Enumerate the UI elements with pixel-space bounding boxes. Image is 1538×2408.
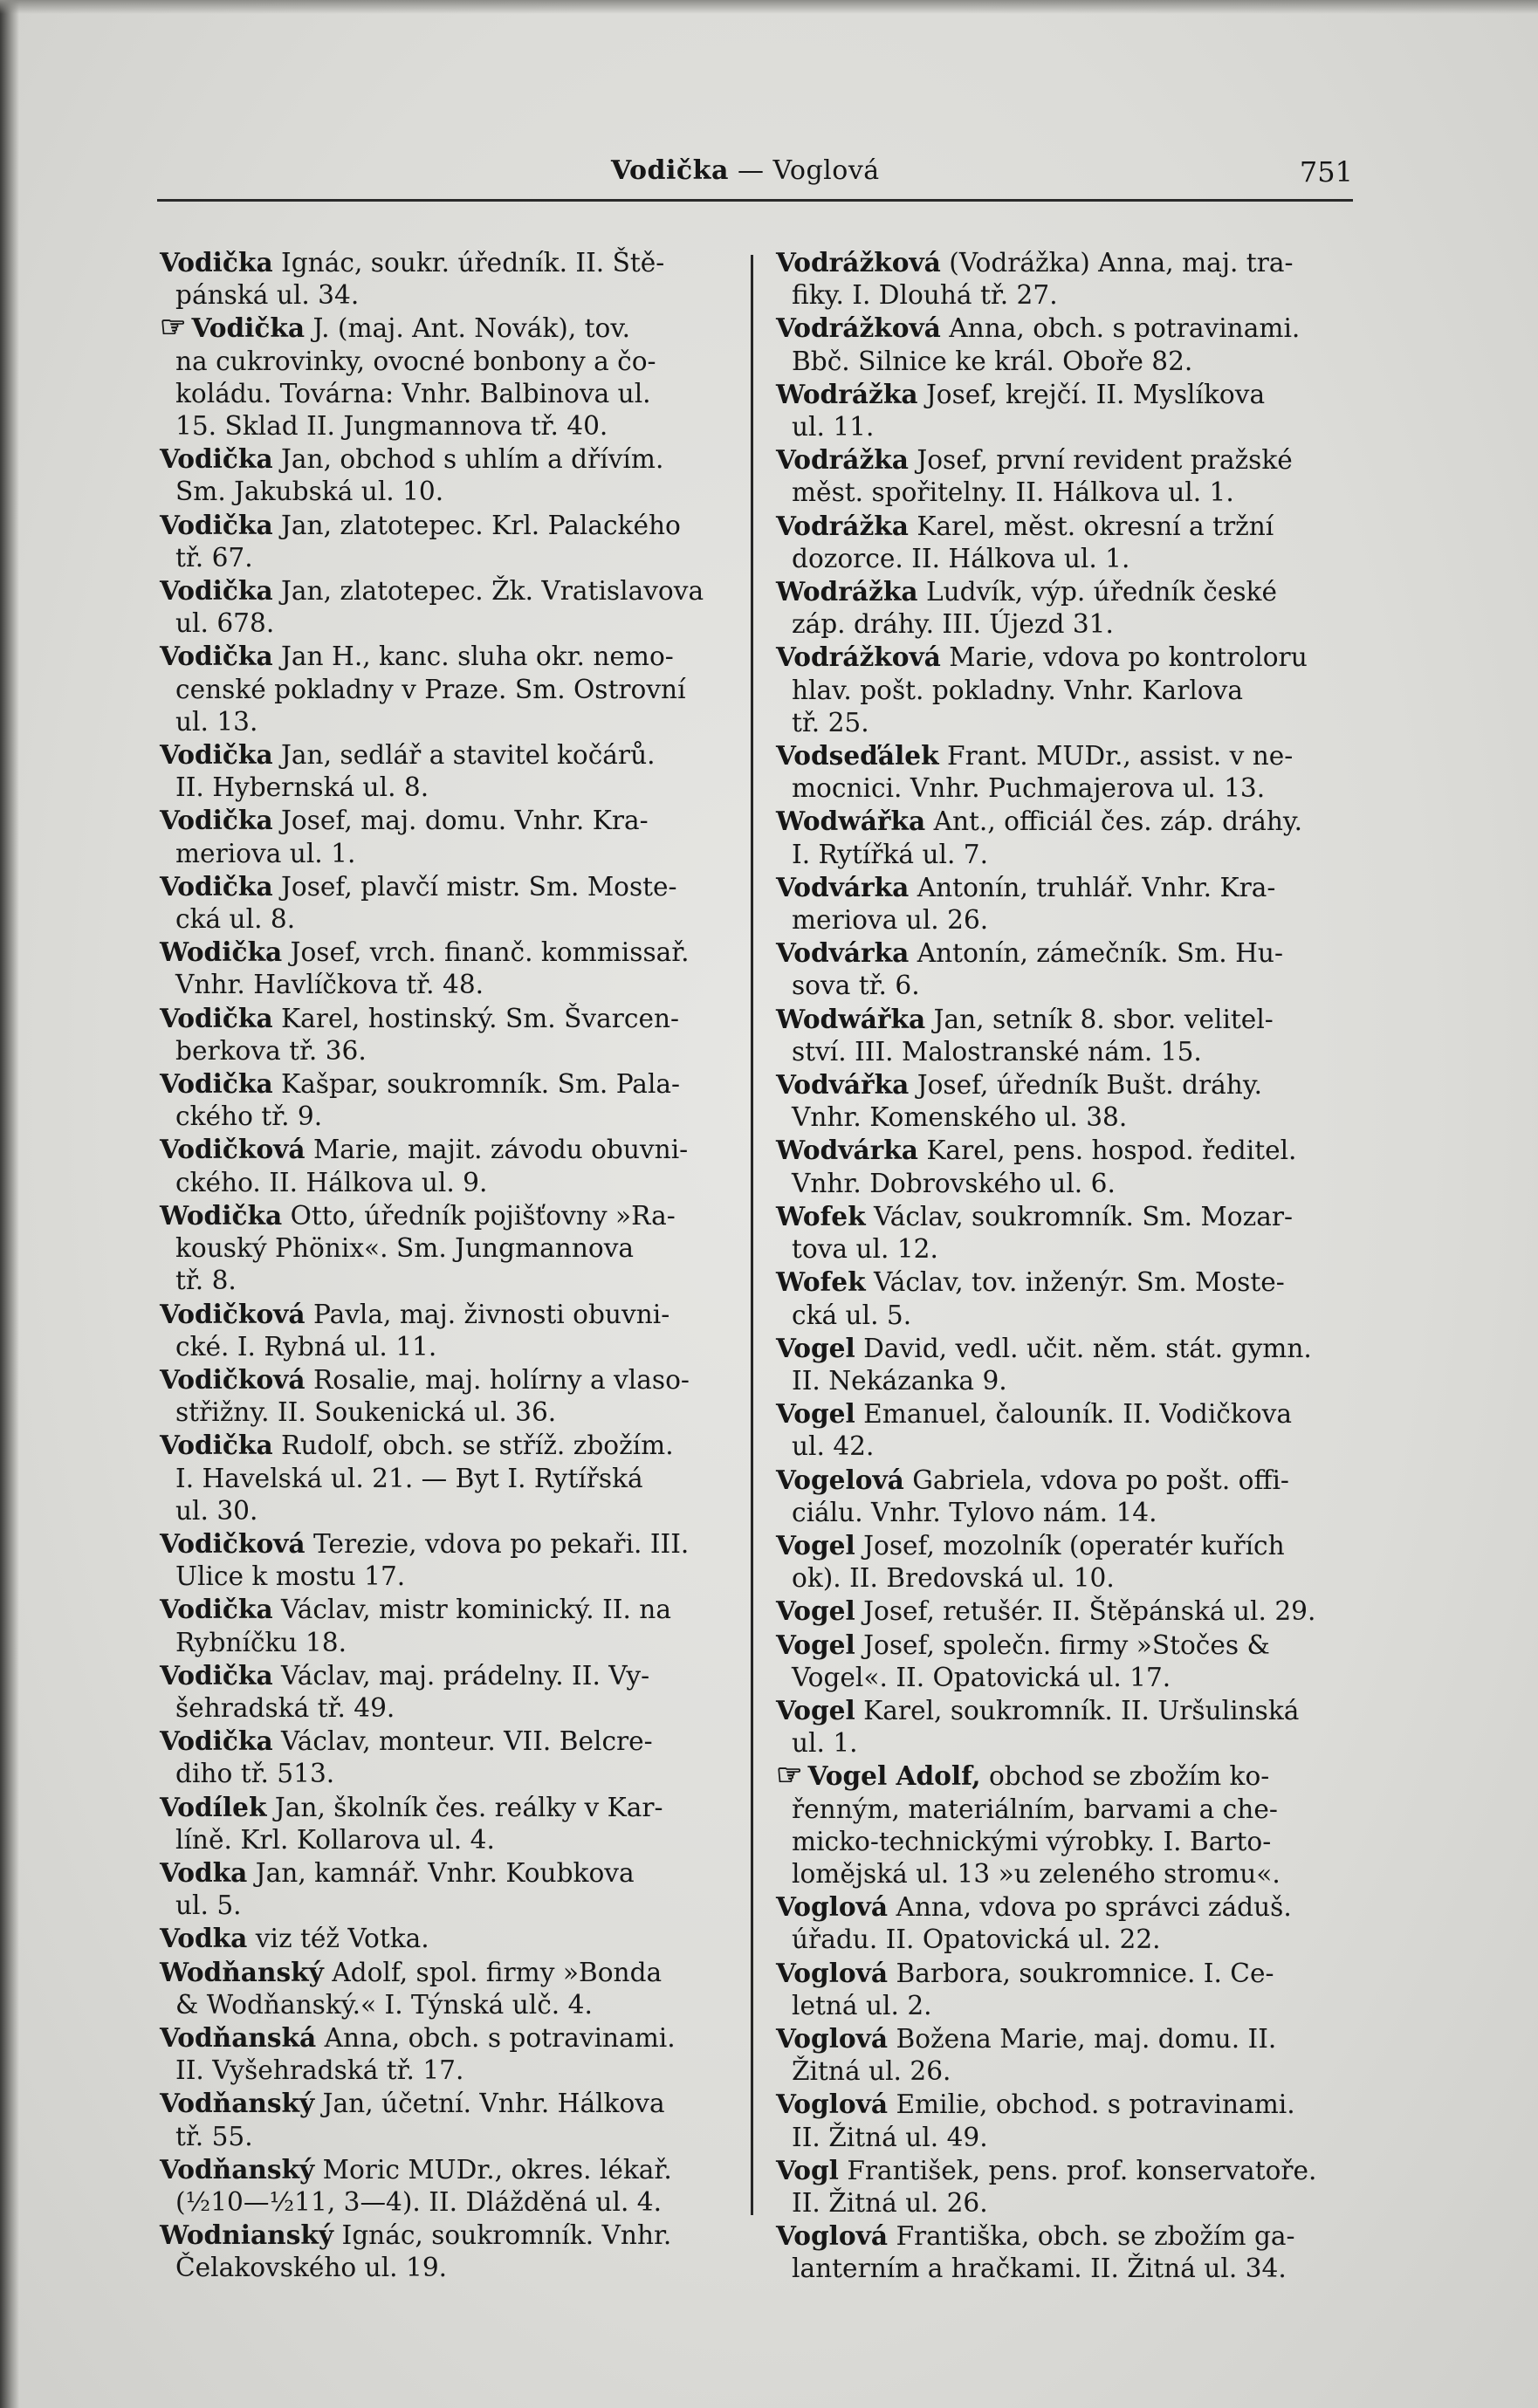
entry-line: tř. 67. — [175, 542, 253, 573]
directory-entry — [160, 1725, 736, 1790]
entry-surname: Wodrážka — [776, 576, 918, 607]
entry-line: Rosalie, maj. holírny a vlaso- — [312, 1364, 690, 1395]
entry-line: Ignác, soukr. úředník. II. Ště- — [281, 248, 665, 278]
directory-entry — [160, 640, 736, 738]
entry-line: měst. spořitelny. II. Hálkova ul. 1. — [792, 477, 1234, 508]
entry-surname: Vodička — [160, 1068, 273, 1100]
entry-line: na cukrovinky, ovocné bonbony a čo- — [175, 346, 656, 376]
directory-entry — [776, 1068, 1352, 1134]
entry-line: šehradská tř. 49. — [175, 1692, 395, 1723]
entry-surname: Voglová — [776, 2022, 889, 2054]
entry-line: ok). II. Bredovská ul. 10. — [792, 1563, 1115, 1594]
directory-entry — [160, 870, 736, 936]
entry-line: ul. 30. — [175, 1495, 258, 1526]
entry-surname: Vodička — [160, 805, 273, 836]
entry-line: Jan, školník čes. reálky v Kar- — [274, 1792, 663, 1822]
entry-line: Marie, majit. závodu obuvni- — [312, 1135, 689, 1165]
directory-entry — [776, 2219, 1352, 2285]
entry-line: & Wodňanský.« I. Týnská ulč. 4. — [175, 1989, 593, 2020]
entry-line: ul. 42. — [792, 1431, 875, 1462]
directory-entry — [776, 641, 1352, 739]
entry-surname: Vogel — [776, 1595, 855, 1627]
directory-entry — [776, 1200, 1352, 1266]
directory-entry — [160, 1363, 736, 1429]
directory-entry — [160, 1133, 736, 1198]
entry-line: Frant. MUDr., assist. v ne- — [947, 741, 1294, 772]
directory-entry — [776, 2022, 1352, 2088]
entry-surname: Vodka — [160, 1923, 248, 1954]
entry-surname: Vodka — [160, 1856, 248, 1888]
directory-entry — [160, 1199, 736, 1298]
column-divider — [751, 255, 753, 2215]
entry-surname: Vodrážka — [776, 510, 909, 541]
entry-line: Bbč. Silnice ke král. Oboře 82. — [792, 346, 1193, 376]
entry-line: ul. 1. — [792, 1728, 858, 1759]
directory-entry — [776, 1332, 1352, 1397]
entry-line: sova tř. 6. — [792, 971, 920, 1001]
directory-entry — [776, 1134, 1352, 1199]
directory-entry — [160, 246, 736, 312]
entry-surname: Vodička — [160, 1659, 273, 1691]
entry-surname: Vodrážka — [776, 444, 909, 476]
entry-surname: Vodseďálek — [776, 740, 939, 772]
entry-surname: Wodička — [160, 1199, 283, 1231]
entry-surname: Vodička — [160, 739, 273, 771]
entry-line: Karel, pens. hospod. ředitel. — [926, 1135, 1297, 1166]
entry-line: meriova ul. 1. — [175, 838, 356, 868]
entry-line: Jan, účetní. Vnhr. Hálkova — [322, 2089, 665, 2119]
entry-line: censké pokladny v Praze. Sm. Ostrovní — [175, 674, 686, 704]
directory-entry — [776, 1890, 1352, 1956]
entry-line: Ulice k mostu 17. — [175, 1561, 406, 1592]
entry-surname: Vodička — [160, 870, 273, 902]
entry-line: viz též Votka. — [255, 1924, 429, 1954]
page-edge-shadow — [0, 0, 19, 2408]
entry-line: meriova ul. 26. — [792, 905, 989, 936]
entry-line: diho tř. 513. — [175, 1759, 335, 1789]
entry-surname: Vogel — [776, 1694, 855, 1725]
entry-line: kouský Phönix«. Sm. Jungmannova — [175, 1233, 635, 1264]
entry-surname: Vodička — [160, 1430, 273, 1461]
directory-entry — [160, 1791, 736, 1856]
entry-line: Emanuel, čalouník. II. Vodičkova — [863, 1399, 1292, 1430]
entry-surname: Wodička — [160, 936, 283, 968]
entry-line: řenným, materiálním, barvami a che- — [792, 1794, 1278, 1824]
directory-entry — [776, 871, 1352, 936]
entry-line: záp. dráhy. III. Újezd 31. — [792, 609, 1114, 640]
entry-surname: Wodnianský — [160, 2219, 334, 2251]
directory-entry — [160, 574, 736, 640]
entry-line: ul. 678. — [175, 608, 275, 639]
entry-line: Václav, monteur. VII. Belcre- — [281, 1726, 653, 1757]
entry-surname: Vodičková — [160, 1298, 306, 1329]
entry-line: Karel, hostinský. Sm. Švarcen- — [281, 1003, 680, 1033]
entry-line: Jan, kamnář. Vnhr. Koubkova — [255, 1857, 635, 1888]
directory-entry — [160, 2021, 736, 2087]
entry-line: hlav. pošt. pokladny. Vnhr. Karlova — [792, 675, 1243, 705]
entry-line: mocnici. Vnhr. Puchmajerova ul. 13. — [792, 773, 1266, 804]
directory-entry — [776, 1595, 1352, 1628]
entry-surname: Wofek — [776, 1266, 866, 1298]
entry-line: Václav, mistr kominický. II. na — [281, 1595, 672, 1625]
header-rule — [157, 199, 1353, 202]
title-start: Vodička — [611, 155, 729, 186]
entry-line: ckého tř. 9. — [175, 1101, 323, 1132]
entry-line: Otto, úředník pojišťovny »Ra- — [290, 1200, 676, 1231]
directory-entry — [776, 936, 1352, 1002]
entry-line: I. Havelská ul. 21. — Byt I. Rytířská — [175, 1463, 643, 1493]
entry-line: Žitná ul. 26. — [792, 2056, 951, 2087]
entry-line: Ant., officiál čes. záp. dráhy. — [933, 806, 1303, 837]
entry-line: Ludvík, výp. úředník české — [925, 577, 1277, 607]
directory-entry — [776, 805, 1352, 870]
entry-surname: Vodička — [160, 641, 273, 672]
entry-line: fiky. I. Dlouhá tř. 27. — [792, 280, 1058, 311]
entry-surname: Vodička — [160, 509, 273, 540]
entry-line: Pavla, maj. živnosti obuvni- — [312, 1299, 670, 1329]
entry-surname: Wodwářka — [776, 1003, 926, 1034]
entry-line: Karel, soukromník. II. Uršulinská — [863, 1695, 1300, 1725]
entry-surname: Vodička — [191, 312, 306, 344]
entry-line: Jan, obchod s uhlím a dřívím. — [281, 444, 664, 475]
entry-line: David, vedl. učit. něm. stát. gymn. — [863, 1333, 1312, 1363]
directory-entry — [776, 2154, 1352, 2219]
entry-line: Josef, retušér. II. Štěpánská ul. 29. — [863, 1596, 1316, 1627]
entry-surname: Vodvářka — [776, 1069, 910, 1101]
entry-line: líně. Krl. Kollarova ul. 4. — [175, 1824, 495, 1855]
directory-entry — [160, 1922, 736, 1955]
entry-surname: Vodrážková — [776, 641, 941, 673]
entry-surname: Vodičková — [160, 1527, 306, 1559]
entry-surname: Voglová — [776, 1891, 889, 1923]
directory-entry — [776, 1629, 1352, 1694]
entry-surname: Vodička — [160, 575, 273, 607]
entry-line: František, pens. prof. konservatoře. — [847, 2155, 1317, 2185]
entry-line: 15. Sklad II. Jungmannova tř. 40. — [175, 411, 608, 442]
entry-line: (Vodrážka) Anna, maj. tra- — [949, 248, 1294, 278]
entry-line: cké. I. Rybná ul. 11. — [175, 1331, 437, 1362]
entry-line: Vnhr. Komenského ul. 38. — [792, 1102, 1128, 1133]
entry-surname: Vodičková — [160, 1134, 306, 1165]
entry-line: ul. 13. — [175, 706, 258, 737]
entry-surname: Wodwářka — [776, 806, 926, 837]
entry-line: letná ul. 2. — [792, 1990, 932, 2020]
entry-line: ciálu. Vnhr. Tylovo nám. 14. — [792, 1497, 1157, 1527]
entry-line: koládu. Továrna: Vnhr. Balbinova ul. — [175, 378, 651, 408]
directory-entry — [160, 1956, 736, 2021]
entry-line: Čelakovského ul. 19. — [175, 2253, 448, 2283]
entry-line: Antonín, zámečník. Sm. Hu- — [917, 938, 1283, 969]
entry-line: dozorce. II. Hálkova ul. 1. — [792, 543, 1130, 573]
directory-entry — [160, 738, 736, 804]
entry-line: Ignác, soukromník. Vnhr. — [341, 2220, 672, 2251]
entry-line: Josef, mozolník (operatér kuřích — [863, 1530, 1285, 1561]
directory-entry — [776, 1464, 1352, 1529]
entry-line: (½10—½11, 3—4). II. Dlážděná ul. 4. — [175, 2186, 663, 2217]
entry-line: ul. 5. — [175, 1890, 242, 1921]
entry-line: Božena Marie, maj. domu. II. — [896, 2023, 1277, 2054]
page-number: 751 — [1299, 155, 1353, 189]
entry-surname: Vogel — [776, 1529, 855, 1561]
entry-surname: Vodvárka — [776, 937, 910, 969]
entry-line: Vnhr. Havlíčkova tř. 48. — [175, 970, 484, 1000]
entry-surname: Wodvárka — [776, 1135, 918, 1166]
entry-surname: Vodička — [160, 1725, 273, 1757]
entry-surname: Wodňanský — [160, 1956, 324, 1987]
directory-entry — [160, 1298, 736, 1363]
entry-line: J. (maj. Ant. Novák), tov. — [312, 313, 630, 344]
entry-line: cká ul. 8. — [175, 904, 296, 935]
entry-line: obchod se zbožím ko- — [988, 1761, 1270, 1792]
entry-surname: Vodvárka — [776, 871, 910, 902]
entry-line: II. Žitná ul. 49. — [792, 2122, 988, 2152]
directory-entry — [776, 575, 1352, 641]
entry-line: II. Žitná ul. 26. — [792, 2187, 988, 2218]
directory-entry — [160, 936, 736, 1001]
entry-line: Moric MUDr., okres. lékař. — [322, 2154, 672, 2185]
directory-entry — [160, 1856, 736, 1922]
directory-entry — [776, 510, 1352, 575]
directory-entry — [776, 1003, 1352, 1068]
entry-line: Františka, obch. se zbožím ga- — [896, 2221, 1295, 2252]
title-end: Voglová — [772, 155, 880, 186]
entry-surname: Vodňanský — [160, 2088, 315, 2119]
entry-line: pánská ul. 34. — [175, 280, 360, 311]
entry-line: Rudolf, obch. se stříž. zbožím. — [281, 1430, 674, 1461]
entry-line: úřadu. II. Opatovická ul. 22. — [792, 1924, 1161, 1955]
entry-line: Václav, maj. prádelny. II. Vy- — [281, 1660, 650, 1691]
entry-line: ství. III. Malostranské nám. 15. — [792, 1036, 1202, 1067]
directory-entry — [160, 442, 736, 508]
entry-line: micko-technickými výrobky. I. Barto- — [792, 1826, 1272, 1856]
directory-entry — [776, 1266, 1352, 1331]
entry-surname: Vogel — [776, 1629, 855, 1660]
entry-surname: Vodrážková — [776, 247, 941, 278]
entry-line: tř. 8. — [175, 1266, 237, 1296]
entry-line: II. Hybernská ul. 8. — [175, 772, 429, 803]
entry-line: tř. 55. — [175, 2121, 253, 2151]
entry-line: Jan H., kanc. sluha okr. nemo- — [281, 641, 674, 672]
directory-entry — [160, 2153, 736, 2219]
entry-line: Jan, sedlář a stavitel kočárů. — [281, 740, 656, 771]
entry-line: Anna, vdova po správci záduš. — [896, 1892, 1292, 1923]
entry-surname: Vogel — [776, 1332, 855, 1363]
entry-surname: Wodrážka — [776, 378, 918, 409]
directory-entry — [160, 1659, 736, 1725]
entry-line: střižny. II. Soukenická ul. 36. — [175, 1397, 557, 1428]
entry-surname: Vogl — [776, 2154, 839, 2185]
entry-line: Emilie, obchod. s potravinami. — [896, 2089, 1295, 2120]
entry-line: cká ul. 5. — [792, 1300, 912, 1330]
directory-entry — [776, 378, 1352, 443]
entry-line: Gabriela, vdova po pošt. offi- — [912, 1465, 1289, 1495]
directory-entry — [160, 1002, 736, 1067]
directory-entry — [776, 1694, 1352, 1760]
entry-surname: Vodrážková — [776, 312, 941, 344]
entry-line: II. Vyšehradská tř. 17. — [175, 2055, 464, 2086]
entry-surname: Vodička — [160, 247, 273, 278]
entry-surname: Vogel Adolf, — [807, 1760, 981, 1792]
directory-entry — [160, 1527, 736, 1593]
entry-line: Jan, zlatotepec. Krl. Palackého — [281, 510, 681, 540]
directory-entry — [160, 2087, 736, 2152]
entry-line: Josef, maj. domu. Vnhr. Kra- — [281, 806, 649, 836]
directory-entry — [160, 312, 736, 442]
entry-line: Václav, soukromník. Sm. Mozar- — [874, 1201, 1293, 1231]
running-title — [611, 155, 880, 186]
entry-line: Anna, obch. s potravinami. — [949, 313, 1301, 344]
left-column — [160, 246, 736, 2285]
entry-line: Josef, krejčí. II. Myslíkova — [925, 379, 1266, 409]
entry-line: Anna, obch. s potravinami. — [324, 2022, 676, 2053]
entry-line: Barbora, soukromnice. I. Ce- — [896, 1958, 1274, 1988]
entry-line: Marie, vdova po kontroloru — [949, 642, 1308, 673]
entry-line: Vnhr. Dobrovského ul. 6. — [792, 1168, 1116, 1198]
pointing-hand-icon: ☞ — [776, 1758, 803, 1794]
directory-entry — [776, 1397, 1352, 1463]
directory-entry — [776, 1957, 1352, 2022]
entry-surname: Wofek — [776, 1200, 866, 1231]
page-top-shadow — [0, 0, 1538, 14]
entry-line: ul. 11. — [792, 412, 875, 442]
entry-surname: Vodičková — [160, 1363, 306, 1395]
entry-line: Adolf, spol. firmy »Bonda — [332, 1957, 663, 1987]
entry-surname: Vogel — [776, 1398, 855, 1430]
entry-line: I. Rytířká ul. 7. — [792, 839, 989, 869]
entry-line: Josef, plavčí mistr. Sm. Moste- — [281, 871, 677, 902]
directory-entry — [160, 509, 736, 574]
entry-surname: Vogelová — [776, 1464, 904, 1495]
directory-entry — [776, 2088, 1352, 2153]
directory-entry — [776, 443, 1352, 509]
entry-line: lomějská ul. 13 »u zeleného stromu«. — [792, 1858, 1281, 1889]
entry-line: Sm. Jakubská ul. 10. — [175, 477, 444, 507]
entry-surname: Vodička — [160, 443, 273, 475]
entry-line: Josef, první revident pražské — [917, 445, 1293, 476]
directory-entry — [160, 1593, 736, 1658]
entry-line: Karel, měst. okresní a tržní — [917, 511, 1274, 541]
entry-line: lanterním a hračkami. II. Žitná ul. 34. — [792, 2254, 1287, 2284]
entry-line: tova ul. 12. — [792, 1234, 938, 1265]
entry-surname: Voglová — [776, 1957, 889, 1988]
pointing-hand-icon: ☞ — [160, 310, 187, 346]
entry-line: Josef, společn. firmy »Stočes & — [863, 1629, 1270, 1660]
directory-entry — [776, 246, 1352, 312]
entry-surname: Voglová — [776, 2220, 889, 2252]
entry-surname: Vodílek — [160, 1791, 267, 1822]
entry-line: Antonín, truhlář. Vnhr. Kra- — [917, 872, 1276, 902]
entry-line: Vogel«. II. Opatovická ul. 17. — [792, 1662, 1171, 1692]
directory-entry — [160, 1067, 736, 1133]
entry-surname: Vodička — [160, 1002, 273, 1033]
entry-line: tř. 25. — [792, 707, 869, 737]
entry-surname: Vodňanská — [160, 2021, 317, 2053]
entry-line: Jan, setník 8. sbor. velitel- — [933, 1004, 1274, 1034]
directory-entry — [776, 739, 1352, 805]
entry-line: Rybníčku 18. — [175, 1627, 347, 1657]
directory-entry — [776, 1529, 1352, 1595]
directory-entry — [776, 312, 1352, 377]
entry-surname: Voglová — [776, 2089, 889, 2120]
title-separator: — — [737, 155, 765, 186]
running-header — [157, 155, 1353, 204]
directory-entry — [776, 1760, 1352, 1890]
entry-line: Terezie, vdova po pekaři. III. — [312, 1528, 690, 1559]
entry-surname: Vodička — [160, 1594, 273, 1625]
entry-line: Václav, tov. inženýr. Sm. Moste- — [874, 1267, 1285, 1298]
entry-line: Jan, zlatotepec. Žk. Vratislavova — [281, 576, 704, 607]
entry-line: II. Nekázanka 9. — [792, 1365, 1007, 1396]
directory-entry — [160, 2219, 736, 2284]
entry-line: Josef, vrch. finanč. kommissař. — [290, 937, 690, 968]
right-column — [776, 246, 1352, 2286]
entry-line: ckého. II. Hálkova ul. 9. — [175, 1167, 488, 1197]
directory-entry — [160, 1429, 736, 1527]
entry-line: berkova tř. 36. — [175, 1035, 367, 1066]
entry-line: Josef, úředník Bušt. dráhy. — [917, 1070, 1263, 1101]
entry-line: Kašpar, soukromník. Sm. Pala- — [281, 1069, 681, 1100]
entry-surname: Vodňanský — [160, 2153, 315, 2185]
directory-entry — [160, 804, 736, 869]
